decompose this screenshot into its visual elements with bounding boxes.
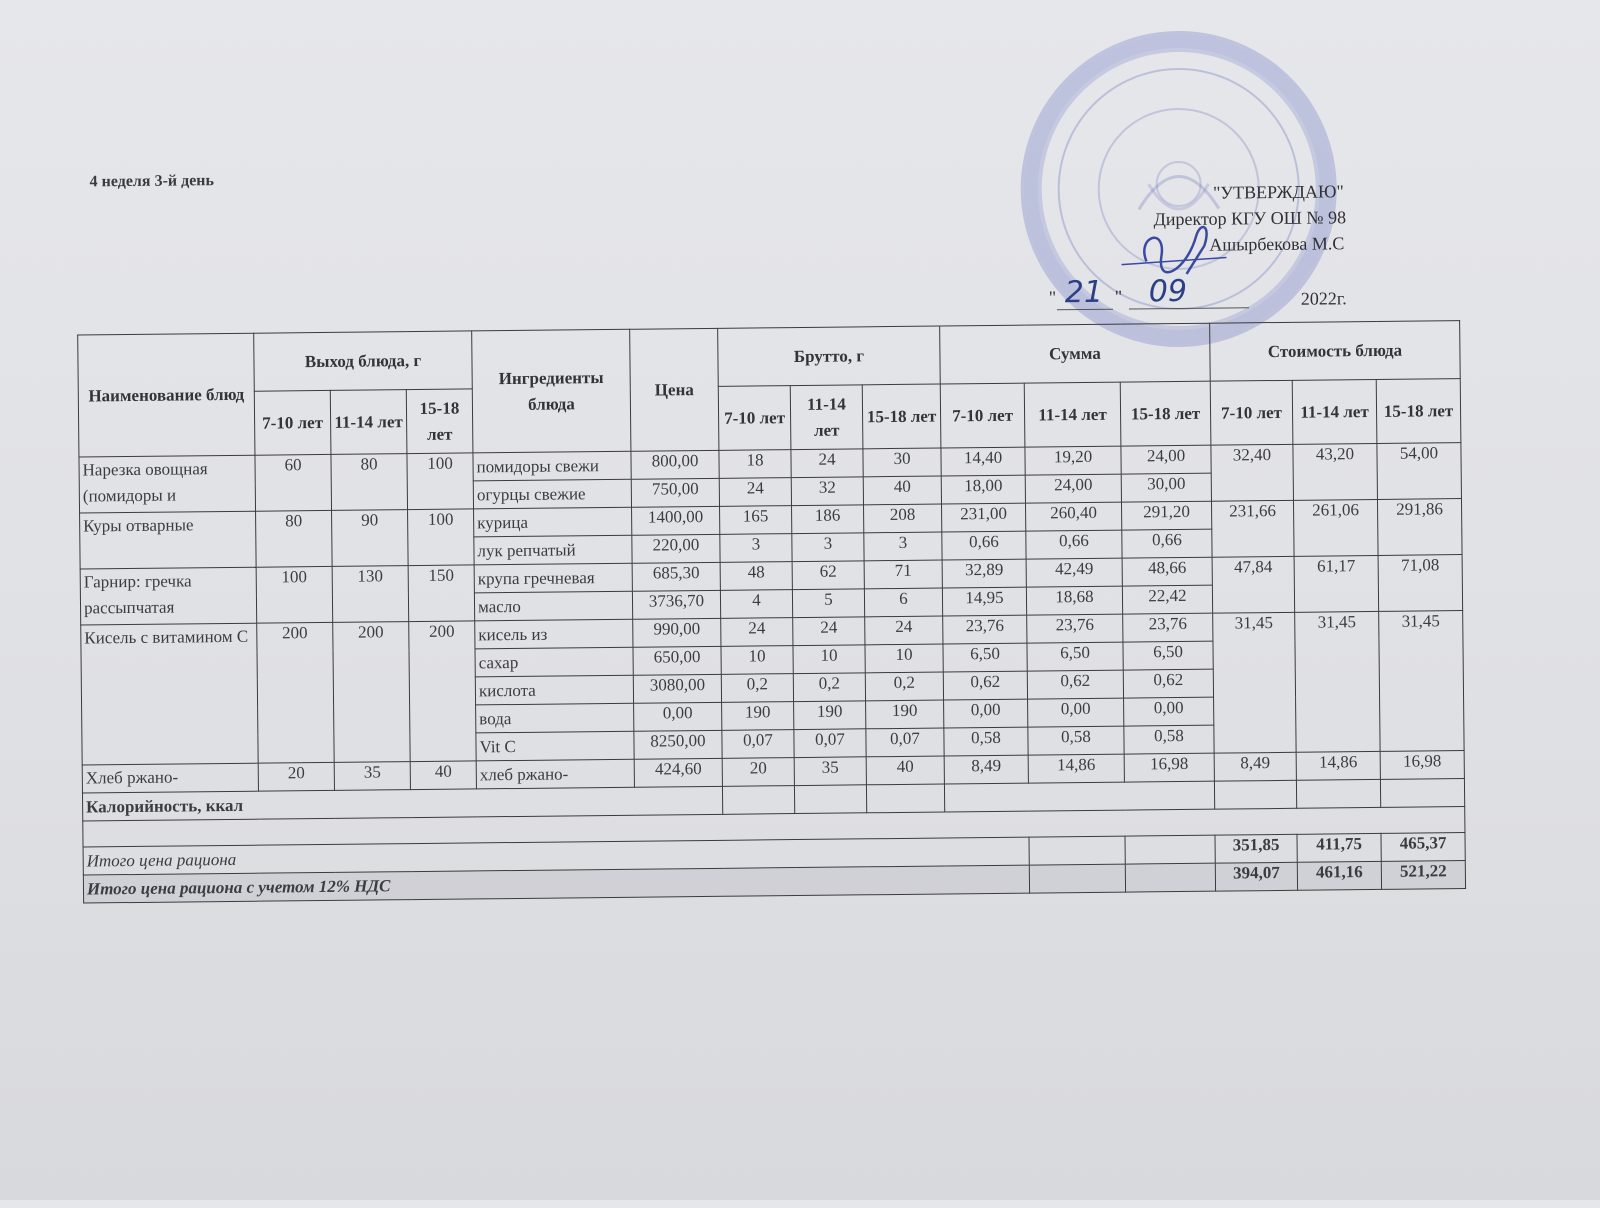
calories-cell bbox=[1214, 780, 1296, 809]
ingredient-brutto: 0,2 bbox=[721, 674, 793, 703]
dish-cost: 71,08 bbox=[1378, 555, 1463, 612]
header-output: Выход блюда, г bbox=[254, 331, 473, 391]
ingredient-brutto: 20 bbox=[722, 758, 794, 787]
dish-cost: 16,98 bbox=[1380, 751, 1464, 780]
ingredient-sum: 0,66 bbox=[1122, 529, 1212, 558]
dish-output: 200 bbox=[257, 622, 334, 763]
ingredient-brutto: 3 bbox=[792, 533, 864, 562]
ingredient-sum: 14,86 bbox=[1028, 754, 1124, 783]
dish-output: 200 bbox=[409, 621, 476, 762]
dish-cost: 47,84 bbox=[1212, 556, 1295, 613]
date-month: 09 bbox=[1148, 273, 1188, 310]
ingredient-brutto: 10 bbox=[721, 646, 793, 675]
ingredient-name: крупа гречневая bbox=[474, 563, 632, 593]
ingredient-price: 220,00 bbox=[632, 534, 720, 563]
ingredient-sum: 6,50 bbox=[1123, 641, 1213, 670]
dish-name: Гарнир: гречка рассыпчатая bbox=[80, 567, 257, 625]
ingredient-name: масло bbox=[474, 591, 632, 621]
ingredient-sum: 24,00 bbox=[1025, 474, 1121, 503]
ingredient-brutto: 24 bbox=[721, 618, 793, 647]
ingredient-sum: 14,95 bbox=[942, 587, 1026, 616]
dish-name: Кисель с витамином С bbox=[81, 623, 258, 765]
ingredient-brutto: 30 bbox=[863, 448, 941, 477]
header-brutto-age-a: 7-10 лет bbox=[718, 386, 791, 451]
ingredient-sum: 19,20 bbox=[1025, 446, 1121, 475]
header-cost-age-c: 15-18 лет bbox=[1376, 379, 1461, 444]
calories-cell bbox=[722, 786, 794, 815]
ingredient-price: 0,00 bbox=[634, 702, 722, 731]
ingredient-name: огурцы свежие bbox=[473, 479, 631, 509]
ingredient-sum: 0,66 bbox=[1026, 530, 1122, 559]
ingredient-brutto: 40 bbox=[863, 476, 941, 505]
ingredient-brutto: 48 bbox=[720, 562, 792, 591]
ingredient-sum: 30,00 bbox=[1121, 473, 1211, 502]
ingredient-name: лук репчатый bbox=[474, 535, 632, 565]
total-vat-age-a: 394,07 bbox=[1215, 862, 1297, 891]
ingredient-sum: 0,58 bbox=[1028, 726, 1124, 755]
ingredient-name: сахар bbox=[475, 647, 633, 677]
dish-cost: 8,49 bbox=[1214, 752, 1296, 781]
ingredient-name: кисель из bbox=[475, 619, 633, 649]
signature-icon bbox=[1116, 215, 1237, 276]
ingredient-sum: 0,00 bbox=[1028, 698, 1124, 727]
dish-name: Хлеб ржано- bbox=[82, 763, 258, 793]
total-age-c: 465,37 bbox=[1381, 833, 1465, 862]
dish-output: 60 bbox=[255, 454, 332, 511]
ingredient-sum: 42,49 bbox=[1026, 558, 1122, 587]
dish-output: 130 bbox=[332, 566, 409, 623]
calories-cell bbox=[1296, 779, 1380, 808]
header-price: Цена bbox=[630, 328, 719, 451]
ingredient-sum: 260,40 bbox=[1025, 502, 1121, 531]
ingredient-sum: 0,62 bbox=[1027, 670, 1123, 699]
ingredient-sum: 0,00 bbox=[1124, 697, 1214, 726]
dish-output: 90 bbox=[332, 510, 409, 567]
date-quote-close: " bbox=[1114, 286, 1123, 307]
ingredient-brutto: 10 bbox=[865, 644, 943, 673]
ingredient-sum: 0,00 bbox=[944, 699, 1028, 728]
header-dish-name: Наименование блюд bbox=[78, 333, 255, 457]
ingredient-price: 650,00 bbox=[633, 646, 721, 675]
dish-output: 20 bbox=[258, 762, 334, 791]
dish-cost: 54,00 bbox=[1377, 443, 1462, 500]
ingredient-sum: 0,62 bbox=[1123, 669, 1213, 698]
ingredient-sum: 23,76 bbox=[1027, 614, 1123, 643]
ingredient-sum: 6,50 bbox=[1027, 642, 1123, 671]
header-sum-age-c: 15-18 лет bbox=[1120, 381, 1211, 446]
ingredient-brutto: 0,07 bbox=[722, 730, 794, 759]
ingredient-price: 3080,00 bbox=[633, 674, 721, 703]
ingredient-sum: 231,00 bbox=[942, 503, 1026, 532]
dish-output: 150 bbox=[408, 565, 475, 622]
approval-title: "УТВЕРЖДАЮ" bbox=[1212, 181, 1344, 203]
ingredient-brutto: 5 bbox=[792, 589, 864, 618]
dish-output: 100 bbox=[407, 453, 474, 510]
dish-output: 35 bbox=[334, 762, 410, 791]
ingredient-price: 685,30 bbox=[632, 562, 720, 591]
total-vat-age-b: 461,16 bbox=[1297, 861, 1381, 890]
header-cost-age-a: 7-10 лет bbox=[1210, 380, 1293, 445]
dish-output: 200 bbox=[333, 622, 410, 763]
total-vat-age-c: 521,22 bbox=[1381, 861, 1465, 890]
ingredient-brutto: 71 bbox=[864, 560, 942, 589]
ingredient-price: 750,00 bbox=[631, 478, 719, 507]
ingredient-price: 1400,00 bbox=[632, 506, 720, 535]
ingredient-sum: 8,49 bbox=[944, 755, 1028, 784]
ingredient-brutto: 24 bbox=[791, 449, 863, 478]
dish-cost: 14,86 bbox=[1296, 751, 1380, 780]
ingredient-sum: 0,62 bbox=[943, 671, 1027, 700]
dish-name: Куры отварные bbox=[80, 511, 257, 569]
calories-cell bbox=[944, 781, 1214, 812]
ingredient-brutto: 6 bbox=[864, 588, 942, 617]
dish-cost: 43,20 bbox=[1293, 443, 1378, 500]
ingredient-price: 800,00 bbox=[631, 450, 719, 479]
ingredient-name: Vit C bbox=[476, 731, 634, 761]
header-brutto: Брутто, г bbox=[718, 326, 941, 386]
ingredient-name: курица bbox=[474, 507, 632, 537]
ingredient-sum: 24,00 bbox=[1121, 445, 1211, 474]
total-age-a: 351,85 bbox=[1215, 834, 1297, 863]
header-sum-age-b: 11-14 лет bbox=[1024, 382, 1121, 447]
total-label: Итого цена рациона bbox=[83, 837, 1029, 875]
dish-cost: 291,86 bbox=[1377, 499, 1462, 556]
header-brutto-age-b: 11-14 лет bbox=[790, 385, 863, 450]
ingredient-brutto: 24 bbox=[865, 616, 943, 645]
ingredient-brutto: 24 bbox=[719, 478, 791, 507]
ingredient-brutto: 24 bbox=[793, 617, 865, 646]
ingredient-sum: 48,66 bbox=[1122, 557, 1212, 586]
date-quote-open: " bbox=[1048, 287, 1057, 308]
ingredient-name: вода bbox=[476, 703, 634, 733]
menu-table bbox=[77, 320, 1466, 903]
ingredient-brutto: 190 bbox=[722, 702, 794, 731]
dish-cost: 31,45 bbox=[1379, 611, 1464, 752]
dish-cost: 261,06 bbox=[1293, 499, 1378, 556]
ingredient-brutto: 0,2 bbox=[865, 672, 943, 701]
ingredient-brutto: 0,07 bbox=[866, 728, 944, 757]
ingredient-sum: 18,68 bbox=[1026, 586, 1122, 615]
header-sum: Сумма bbox=[940, 323, 1211, 384]
week-day-label: 4 неделя 3-й день bbox=[89, 172, 215, 191]
ingredient-brutto: 190 bbox=[794, 701, 866, 730]
ingredient-brutto: 4 bbox=[720, 590, 792, 619]
total-age-b: 411,75 bbox=[1297, 833, 1381, 862]
ingredient-brutto: 35 bbox=[794, 757, 866, 786]
calories-cell bbox=[1380, 779, 1464, 808]
header-output-age-b: 11-14 лет bbox=[330, 390, 407, 455]
ingredient-brutto: 190 bbox=[866, 700, 944, 729]
ingredient-sum: 18,00 bbox=[941, 475, 1025, 504]
calories-cell bbox=[866, 784, 944, 813]
header-cost-age-b: 11-14 лет bbox=[1292, 379, 1377, 444]
ingredient-brutto: 186 bbox=[792, 505, 864, 534]
ingredient-brutto: 3 bbox=[720, 534, 792, 563]
header-output-age-c: 15-18 лет bbox=[406, 389, 473, 454]
ingredient-sum: 32,89 bbox=[942, 559, 1026, 588]
header-ingredients: Ингредиенты блюда bbox=[472, 329, 631, 453]
ingredient-brutto: 32 bbox=[791, 477, 863, 506]
total-vat-blank bbox=[1029, 864, 1125, 893]
ingredient-name: помидоры свежи bbox=[473, 451, 631, 481]
ingredient-sum: 291,20 bbox=[1121, 501, 1211, 530]
ingredient-sum: 0,58 bbox=[1124, 725, 1214, 754]
ingredient-sum: 14,40 bbox=[941, 447, 1025, 476]
ingredient-price: 3736,70 bbox=[632, 590, 720, 619]
ingredient-sum: 22,42 bbox=[1122, 585, 1212, 614]
date-year: 2022г. bbox=[1300, 288, 1347, 309]
dish-output: 80 bbox=[331, 454, 408, 511]
ingredient-name: хлеб ржано- bbox=[476, 759, 634, 789]
total-vat-label: Итого цена рациона с учетом 12% НДС bbox=[83, 865, 1029, 903]
ingredient-brutto: 18 bbox=[719, 450, 791, 479]
header-output-age-a: 7-10 лет bbox=[254, 390, 331, 455]
ingredient-brutto: 3 bbox=[864, 532, 942, 561]
total-vat-blank bbox=[1125, 863, 1215, 892]
header-cost: Стоимость блюда bbox=[1210, 321, 1461, 382]
ingredient-brutto: 40 bbox=[866, 756, 944, 785]
ingredient-price: 424,60 bbox=[634, 758, 722, 787]
ingredient-sum: 23,76 bbox=[943, 615, 1027, 644]
ingredient-brutto: 165 bbox=[720, 506, 792, 535]
dish-cost: 31,45 bbox=[1295, 611, 1380, 752]
dish-cost: 61,17 bbox=[1294, 555, 1379, 612]
menu-table-body bbox=[79, 443, 1464, 793]
dish-output: 40 bbox=[410, 761, 476, 790]
ingredient-brutto: 0,07 bbox=[794, 729, 866, 758]
dish-cost: 32,40 bbox=[1211, 444, 1294, 501]
ingredient-brutto: 62 bbox=[792, 561, 864, 590]
ingredient-price: 990,00 bbox=[633, 618, 721, 647]
ingredient-name: кислота bbox=[475, 675, 633, 705]
approval-position: Директор КГУ ОШ № 98 bbox=[1153, 207, 1347, 230]
dish-output: 80 bbox=[256, 510, 333, 567]
ingredient-price: 8250,00 bbox=[634, 730, 722, 759]
ingredient-sum: 23,76 bbox=[1123, 613, 1213, 642]
dish-name: Нарезка овощная (помидоры и bbox=[79, 455, 256, 513]
dish-output: 100 bbox=[408, 509, 475, 566]
date-day: 21 bbox=[1064, 274, 1104, 311]
dish-cost: 31,45 bbox=[1213, 612, 1296, 753]
calories-cell bbox=[794, 785, 866, 814]
ingredient-sum: 6,50 bbox=[943, 643, 1027, 672]
calories-label: Калорийность, ккал bbox=[82, 786, 722, 821]
menu-table-footer bbox=[82, 779, 1465, 903]
dish-cost: 231,66 bbox=[1211, 500, 1294, 557]
ingredient-sum: 0,66 bbox=[942, 531, 1026, 560]
ingredient-sum: 0,58 bbox=[944, 727, 1028, 756]
total-blank bbox=[1029, 836, 1125, 865]
total-blank bbox=[1125, 835, 1215, 864]
dish-output: 100 bbox=[256, 566, 333, 623]
ingredient-sum: 16,98 bbox=[1124, 753, 1214, 782]
header-sum-age-a: 7-10 лет bbox=[940, 383, 1025, 448]
ingredient-brutto: 0,2 bbox=[793, 673, 865, 702]
header-brutto-age-c: 15-18 лет bbox=[862, 384, 941, 449]
ingredient-brutto: 208 bbox=[864, 504, 942, 533]
approval-name: Ашырбекова М.С bbox=[1209, 233, 1345, 255]
ingredient-brutto: 10 bbox=[793, 645, 865, 674]
